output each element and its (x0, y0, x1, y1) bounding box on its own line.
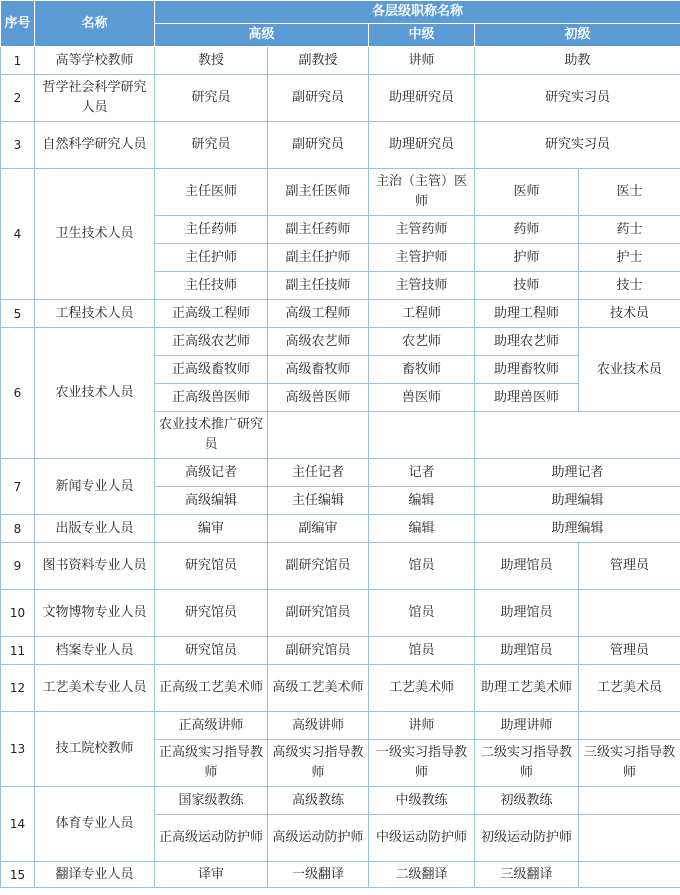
cell-senior-2: 高级兽医师 (268, 384, 369, 412)
row-category: 文物博物专业人员 (35, 590, 155, 637)
cell-middle: 中级教练 (369, 787, 475, 815)
cell-middle: 中级运动防护师 (369, 815, 475, 862)
cell-middle: 工程师 (369, 300, 475, 328)
cell-junior-2: 三级实习指导教师 (579, 740, 680, 787)
cell-junior-1: 护师 (475, 244, 579, 272)
cell-senior-1: 正高级工艺美术师 (155, 665, 268, 712)
cell-senior-1: 主任护师 (155, 244, 268, 272)
cell-senior-1: 研究馆员 (155, 543, 268, 590)
cell-senior-2: 高级工程师 (268, 300, 369, 328)
cell-middle: 主管护师 (369, 244, 475, 272)
table-row (1, 122, 680, 169)
table-row (1, 787, 680, 815)
table-row (1, 515, 680, 543)
cell-middle: 主管药师 (369, 216, 475, 244)
table-row (1, 75, 680, 122)
cell-senior-2: 副主任药师 (268, 216, 369, 244)
cell-senior-2: 副研究员 (268, 122, 369, 169)
table-row (1, 665, 680, 712)
cell-senior-1: 农业技术推广研究员 (155, 412, 268, 459)
cell-senior-2: 主任记者 (268, 459, 369, 487)
row-category: 新闻专业人员 (35, 459, 155, 515)
cell-junior-1: 助理工程师 (475, 300, 579, 328)
cell-junior-1: 助理兽医师 (475, 384, 579, 412)
cell-junior-1: 初级教练 (475, 787, 579, 815)
table-row (1, 543, 680, 590)
cell-junior-2: 护士 (579, 244, 680, 272)
cell-senior-2: 高级工艺美术师 (268, 665, 369, 712)
row-number: 5 (1, 300, 35, 328)
cell-senior-2: 副主任护师 (268, 244, 369, 272)
cell-middle: 助理研究员 (369, 75, 475, 122)
cell-senior-1: 正高级兽医师 (155, 384, 268, 412)
row-category: 体育专业人员 (35, 787, 155, 862)
cell-junior-1: 助理馆员 (475, 543, 579, 590)
cell-junior-1: 技师 (475, 272, 579, 300)
cell-junior-1: 助理工艺美术师 (475, 665, 579, 712)
row-number: 7 (1, 459, 35, 515)
cell-middle: 馆员 (369, 637, 475, 665)
table-row (1, 590, 680, 637)
cell-middle: 编辑 (369, 487, 475, 515)
cell-senior-1: 主任技师 (155, 272, 268, 300)
cell-senior-1: 正高级实习指导教师 (155, 740, 268, 787)
cell-senior-1: 正高级农艺师 (155, 328, 268, 356)
row-number: 9 (1, 543, 35, 590)
cell-senior-2: 一级翻译 (268, 862, 369, 888)
cell-junior-2: 管理员 (579, 543, 680, 590)
cell-senior-1: 研究馆员 (155, 637, 268, 665)
cell-senior-1: 正高级讲师 (155, 712, 268, 740)
cell-senior-1: 高级记者 (155, 459, 268, 487)
cell-senior-2: 高级运动防护师 (268, 815, 369, 862)
cell-middle: 农艺师 (369, 328, 475, 356)
row-number: 10 (1, 590, 35, 637)
cell-junior: 助教 (475, 47, 680, 75)
cell-middle: 二级翻译 (369, 862, 475, 888)
row-number: 11 (1, 637, 35, 665)
cell-middle: 助理研究员 (369, 122, 475, 169)
cell-senior-2: 副研究员 (268, 75, 369, 122)
table-row (1, 862, 680, 888)
cell-junior-2: 技士 (579, 272, 680, 300)
cell-junior: 助理记者 (475, 459, 680, 487)
row-category: 出版专业人员 (35, 515, 155, 543)
cell-junior-1: 助理馆员 (475, 590, 579, 637)
header-junior: 初级 (475, 24, 680, 47)
table-row (1, 328, 680, 356)
cell-junior-1: 初级运动防护师 (475, 815, 579, 862)
cell-middle: 畜牧师 (369, 356, 475, 384)
row-category: 技工院校教师 (35, 712, 155, 787)
cell-senior-1: 高级编辑 (155, 487, 268, 515)
cell-junior-1: 助理畜牧师 (475, 356, 579, 384)
header-name: 名称 (35, 1, 155, 47)
cell-middle: 讲师 (369, 712, 475, 740)
row-number: 8 (1, 515, 35, 543)
cell-senior-1: 编审 (155, 515, 268, 543)
cell-senior-1: 研究员 (155, 75, 268, 122)
cell-middle: 馆员 (369, 543, 475, 590)
cell-junior-2 (579, 815, 680, 862)
row-category: 卫生技术人员 (35, 169, 155, 300)
table-row (1, 459, 680, 487)
cell-senior-2: 高级实习指导教师 (268, 740, 369, 787)
row-category: 工艺美术专业人员 (35, 665, 155, 712)
cell-junior: 助理编辑 (475, 487, 680, 515)
cell-middle: 馆员 (369, 590, 475, 637)
cell-middle: 主治（主管）医师 (369, 169, 475, 216)
row-number: 14 (1, 787, 35, 862)
row-number: 15 (1, 862, 35, 888)
cell-junior-2: 药士 (579, 216, 680, 244)
cell-senior-1: 主任药师 (155, 216, 268, 244)
cell-junior: 研究实习员 (475, 75, 680, 122)
cell-senior-2: 高级讲师 (268, 712, 369, 740)
cell-senior-1: 国家级教练 (155, 787, 268, 815)
cell-junior-1: 二级实习指导教师 (475, 740, 579, 787)
row-category: 农业技术人员 (35, 328, 155, 459)
cell-senior-1: 译审 (155, 862, 268, 888)
cell-senior-2: 主任编辑 (268, 487, 369, 515)
cell-senior-2: 高级畜牧师 (268, 356, 369, 384)
table-row (1, 169, 680, 216)
cell-junior-1: 医师 (475, 169, 579, 216)
cell-middle: 工艺美术师 (369, 665, 475, 712)
table-row (1, 47, 680, 75)
cell-senior-2: 副编审 (268, 515, 369, 543)
row-category: 翻译专业人员 (35, 862, 155, 888)
cell-senior-2: 副主任医师 (268, 169, 369, 216)
cell-junior-1: 三级翻译 (475, 862, 579, 888)
cell-senior-1: 正高级工程师 (155, 300, 268, 328)
cell-junior: 助理编辑 (475, 515, 680, 543)
cell-junior-2: 工艺美术员 (579, 665, 680, 712)
cell-junior-2 (579, 787, 680, 815)
cell-senior-2: 副研究馆员 (268, 637, 369, 665)
cell-senior-1: 正高级畜牧师 (155, 356, 268, 384)
row-number: 13 (1, 712, 35, 787)
cell-senior-1: 主任医师 (155, 169, 268, 216)
cell-junior-1: 助理讲师 (475, 712, 579, 740)
header-senior: 高级 (155, 24, 369, 47)
cell-middle: 记者 (369, 459, 475, 487)
row-number: 4 (1, 169, 35, 300)
table-row (1, 300, 680, 328)
row-category: 哲学社会科学研究人员 (35, 75, 155, 122)
cell-middle: 编辑 (369, 515, 475, 543)
table-row (1, 712, 680, 740)
row-number: 6 (1, 328, 35, 459)
cell-senior-2: 副教授 (268, 47, 369, 75)
row-category: 自然科学研究人员 (35, 122, 155, 169)
row-number: 1 (1, 47, 35, 75)
row-category: 图书资料专业人员 (35, 543, 155, 590)
cell-senior-2: 副主任技师 (268, 272, 369, 300)
header-middle: 中级 (369, 24, 475, 47)
cell-junior-1: 助理馆员 (475, 637, 579, 665)
header-levels-title: 各层级职称名称 (155, 1, 680, 24)
row-number: 2 (1, 75, 35, 122)
row-category: 工程技术人员 (35, 300, 155, 328)
cell-junior-2: 管理员 (579, 637, 680, 665)
row-number: 3 (1, 122, 35, 169)
cell-junior (475, 412, 680, 459)
cell-middle (369, 412, 475, 459)
cell-middle: 兽医师 (369, 384, 475, 412)
cell-senior-2 (268, 412, 369, 459)
cell-senior-1: 研究馆员 (155, 590, 268, 637)
cell-junior-2 (579, 712, 680, 740)
row-category: 档案专业人员 (35, 637, 155, 665)
cell-junior-1: 助理农艺师 (475, 328, 579, 356)
cell-senior-1: 正高级运动防护师 (155, 815, 268, 862)
row-number: 12 (1, 665, 35, 712)
header-seq: 序号 (1, 1, 35, 47)
table-row (1, 637, 680, 665)
cell-junior-2 (579, 862, 680, 888)
cell-senior-2: 高级农艺师 (268, 328, 369, 356)
cell-junior-2: 农业技术员 (579, 328, 680, 412)
cell-junior-1: 药师 (475, 216, 579, 244)
cell-middle: 主管技师 (369, 272, 475, 300)
cell-junior-2 (579, 590, 680, 637)
cell-senior-2: 副研究馆员 (268, 590, 369, 637)
cell-senior-1: 教授 (155, 47, 268, 75)
cell-junior-2: 医士 (579, 169, 680, 216)
cell-senior-2: 高级教练 (268, 787, 369, 815)
cell-junior-2: 技术员 (579, 300, 680, 328)
cell-middle: 一级实习指导教师 (369, 740, 475, 787)
row-category: 高等学校教师 (35, 47, 155, 75)
cell-senior-1: 研究员 (155, 122, 268, 169)
cell-junior: 研究实习员 (475, 122, 680, 169)
cell-senior-2: 副研究馆员 (268, 543, 369, 590)
cell-middle: 讲师 (369, 47, 475, 75)
